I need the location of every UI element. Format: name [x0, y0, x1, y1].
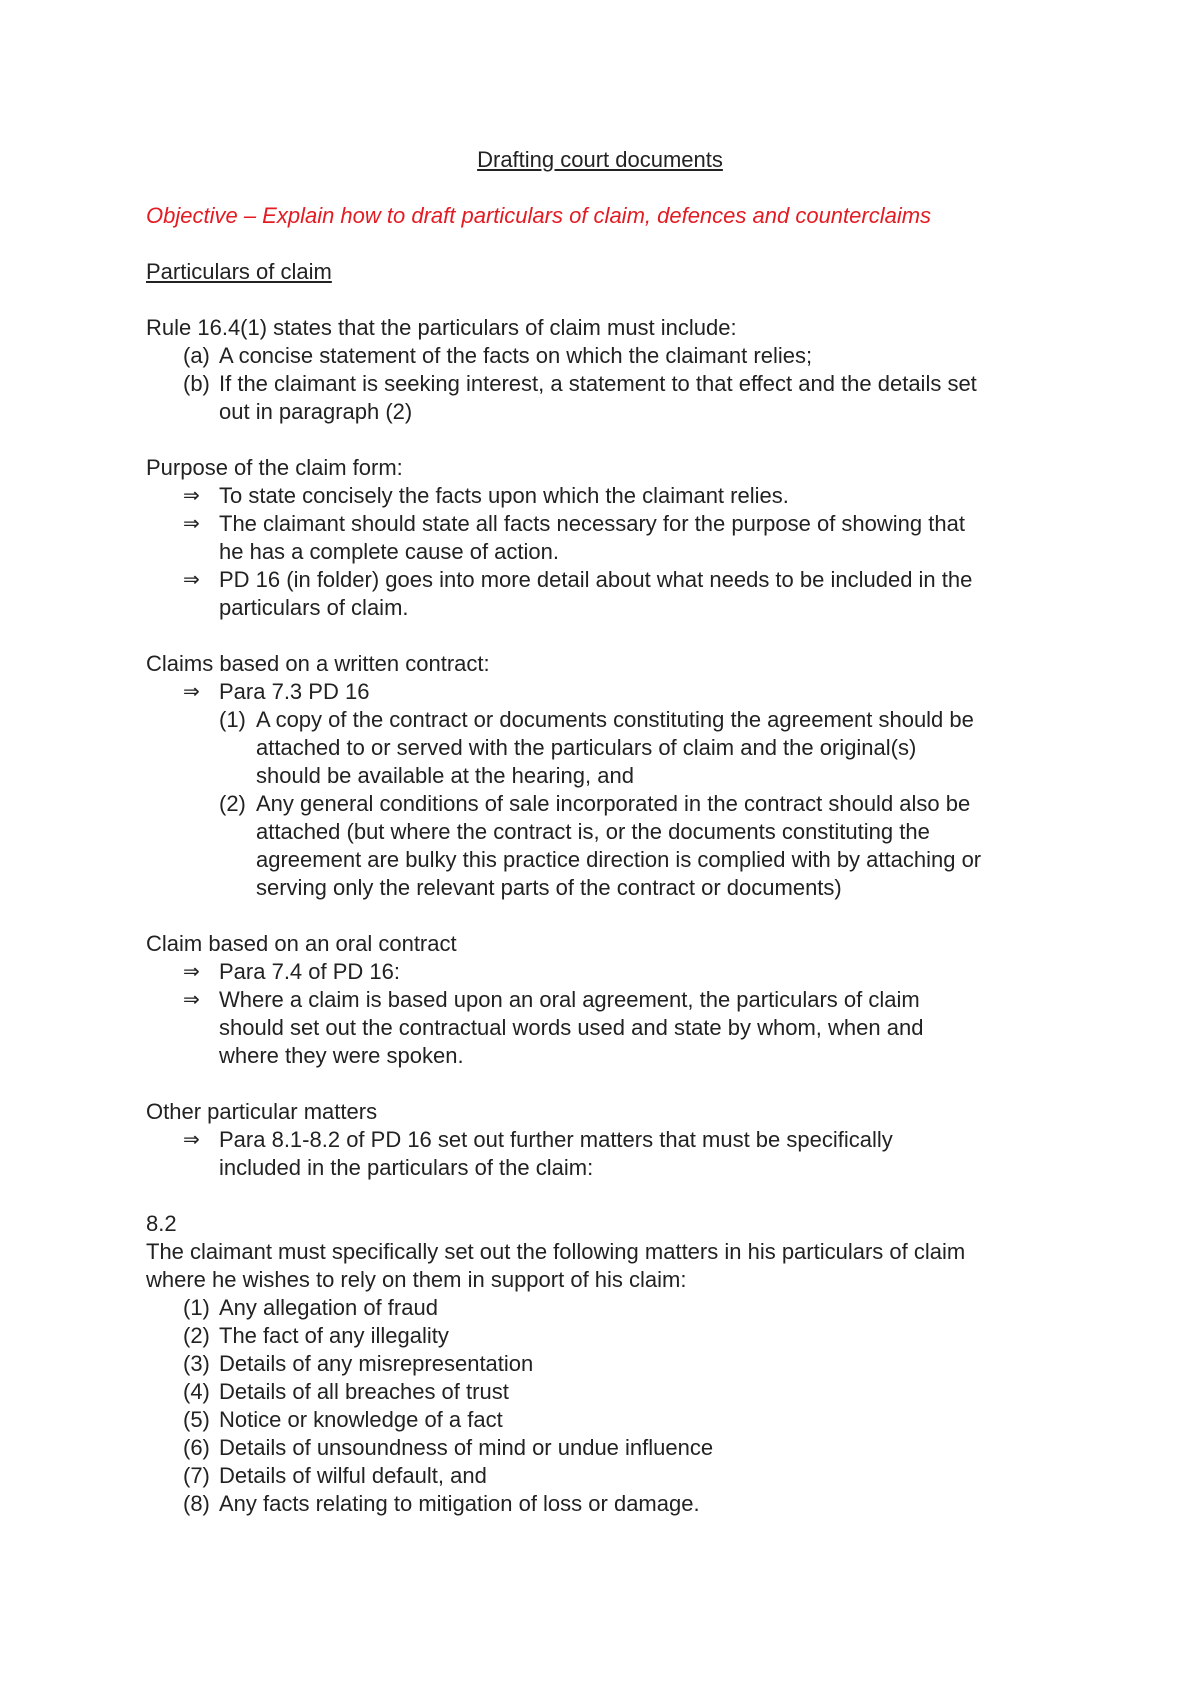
- list-item-text: To state concisely the facts upon which the claimant relies.: [219, 483, 789, 508]
- written-contract-heading: Claims based on a written contract:: [146, 651, 490, 676]
- list-item: [146, 706, 1066, 790]
- arrow-icon: ⇒: [183, 989, 200, 1011]
- other-matters-section: [146, 1098, 1066, 1182]
- list-marker: (2): [219, 791, 246, 816]
- list-item: [146, 342, 1066, 370]
- list-marker: (a): [183, 343, 210, 368]
- list-item: [146, 370, 1066, 426]
- section-number: 8.2: [146, 1211, 177, 1236]
- list-item-text: Notice or knowledge of a fact: [219, 1407, 503, 1432]
- list-item: [146, 1350, 1066, 1378]
- list-item-text: Details of wilful default, and: [219, 1463, 487, 1488]
- list-item: [146, 1294, 1066, 1322]
- list-item-text: If the claimant is seeking interest, a statement to that effect and the details set: [219, 371, 977, 396]
- oral-contract-heading: Claim based on an oral contract: [146, 931, 457, 956]
- written-contract-section: [146, 650, 1066, 902]
- arrow-icon: ⇒: [183, 513, 200, 535]
- list-item: [146, 790, 1066, 902]
- section-intro-text: The claimant must specifically set out the following matters in his particulars of claim: [146, 1239, 966, 1264]
- arrow-icon: ⇒: [183, 485, 200, 507]
- list-item: [146, 678, 1066, 706]
- list-item-text: should be available at the hearing, and: [256, 763, 634, 788]
- other-matters-heading: Other particular matters: [146, 1099, 378, 1124]
- list-marker: (5): [183, 1407, 210, 1432]
- list-item: [146, 1322, 1066, 1350]
- list-item-text: The fact of any illegality: [219, 1323, 449, 1348]
- oral-contract-section: [146, 930, 1066, 1070]
- list-item: [146, 566, 1066, 622]
- list-item-text: Details of all breaches of trust: [219, 1379, 509, 1404]
- list-item-text: serving only the relevant parts of the contract or documents): [256, 875, 842, 900]
- list-item: [146, 986, 1066, 1070]
- purpose-heading: Purpose of the claim form:: [146, 455, 403, 480]
- list-item-text: Details of any misrepresentation: [219, 1351, 534, 1376]
- list-marker: (7): [183, 1463, 210, 1488]
- list-item: [146, 1378, 1066, 1406]
- list-item: [146, 958, 1066, 986]
- list-item-text: PD 16 (in folder) goes into more detail about what needs to be included in the: [219, 567, 973, 592]
- list-item-text: attached to or served with the particulars of claim and the original(s): [256, 735, 917, 760]
- list-item-text: Where a claim is based upon an oral agreement, the particulars of claim: [219, 987, 920, 1012]
- list-item-text: should set out the contractual words used and state by whom, when and: [219, 1015, 924, 1040]
- list-item-text: he has a complete cause of action.: [219, 539, 559, 564]
- list-item-text: included in the particulars of the claim:: [219, 1155, 594, 1180]
- document-title: Drafting court documents: [477, 147, 723, 172]
- list-item-text: The claimant should state all facts necessary for the purpose of showing that: [219, 511, 965, 536]
- list-item-text: A copy of the contract or documents constituting the agreement should be: [256, 707, 974, 732]
- list-marker: (2): [183, 1323, 210, 1348]
- list-item-text: agreement are bulky this practice direction is complied with by attaching or: [256, 847, 982, 872]
- list-item-text: out in paragraph (2): [219, 399, 413, 424]
- list-item: [146, 1434, 1066, 1462]
- section-intro-text: where he wishes to rely on them in support of his claim:: [146, 1267, 687, 1292]
- list-item-text: attached (but where the contract is, or the documents constituting the: [256, 819, 930, 844]
- list-item-text: Details of unsoundness of mind or undue influence: [219, 1435, 714, 1460]
- list-item-text: A concise statement of the facts on which the claimant relies;: [219, 343, 813, 368]
- list-item: [146, 1462, 1066, 1490]
- list-marker: (1): [183, 1295, 210, 1320]
- list-item: [146, 1406, 1066, 1434]
- section-8-2: [146, 1210, 1066, 1518]
- arrow-icon: ⇒: [183, 681, 200, 703]
- objective-statement: Objective – Explain how to draft particulars of claim, defences and counterclaims: [146, 203, 932, 228]
- list-item: [146, 1490, 1066, 1518]
- list-item: [146, 510, 1066, 566]
- purpose-section: [146, 454, 1066, 622]
- list-marker: (1): [219, 707, 246, 732]
- list-item-text: Para 7.4 of PD 16:: [219, 959, 400, 984]
- rule-intro: Rule 16.4(1) states that the particulars of claim must include:: [146, 315, 737, 340]
- list-marker: (8): [183, 1491, 210, 1516]
- list-item: [146, 482, 1066, 510]
- list-item: [146, 1126, 1066, 1182]
- list-item-text: Any general conditions of sale incorporated in the contract should also be: [256, 791, 971, 816]
- list-item-text: particulars of claim.: [219, 595, 409, 620]
- arrow-icon: ⇒: [183, 569, 200, 591]
- list-marker: (3): [183, 1351, 210, 1376]
- arrow-icon: ⇒: [183, 1129, 200, 1151]
- list-item-text: Para 7.3 PD 16: [219, 679, 370, 704]
- list-item-text: Any allegation of fraud: [219, 1295, 438, 1320]
- list-item-text: Para 8.1-8.2 of PD 16 set out further matters that must be specifically: [219, 1127, 893, 1152]
- arrow-icon: ⇒: [183, 961, 200, 983]
- particulars-section: [146, 258, 1066, 286]
- particulars-heading: Particulars of claim: [146, 259, 332, 284]
- list-marker: (b): [183, 371, 210, 396]
- list-marker: (4): [183, 1379, 210, 1404]
- list-item-text: Any facts relating to mitigation of loss or damage.: [219, 1491, 700, 1516]
- rule-16-4-section: [146, 314, 1066, 426]
- list-marker: (6): [183, 1435, 210, 1460]
- list-item-text: where they were spoken.: [219, 1043, 464, 1068]
